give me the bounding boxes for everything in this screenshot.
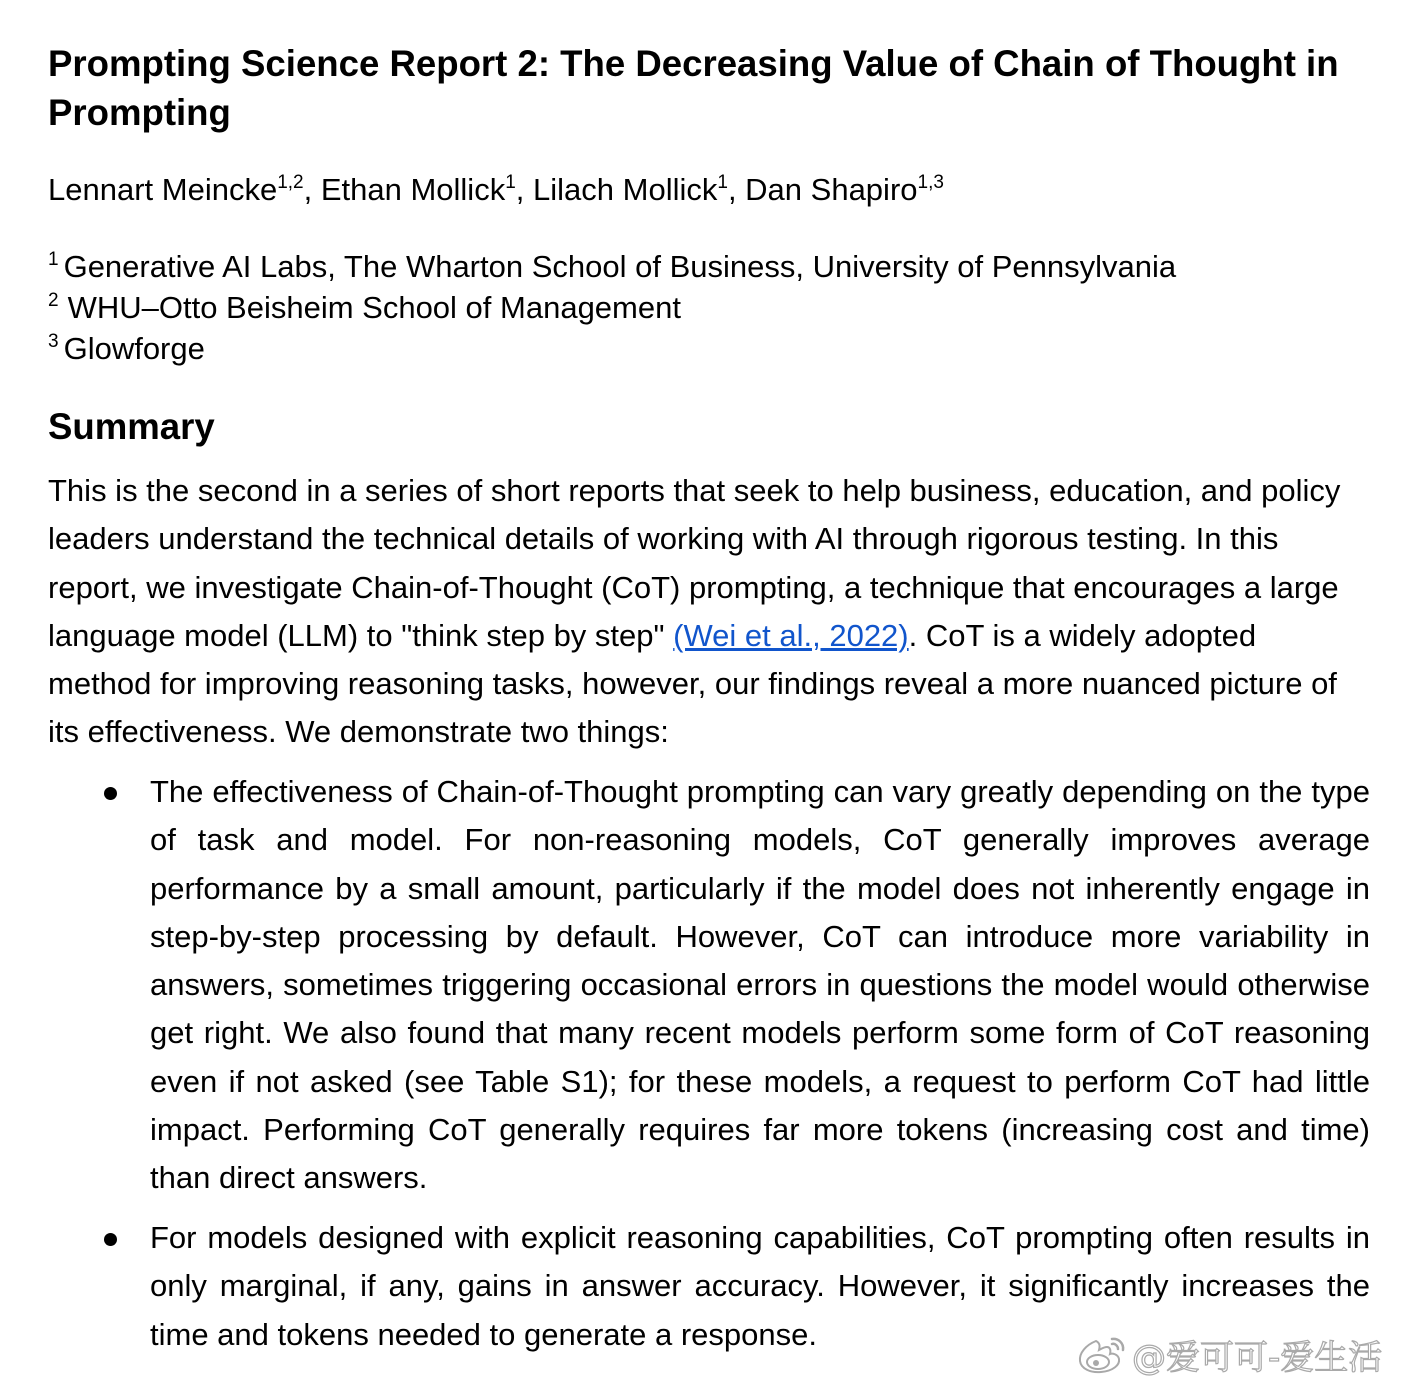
- bullet-line-text: The effectiveness of Chain-of-Thought prompting can vary greatly depending on the type: [150, 774, 1370, 809]
- bullet-line-text: For models designed with explicit reasoning capabilities, CoT prompting often results in: [150, 1220, 1370, 1255]
- paragraph-text: language model (LLM) to "think step by step": [48, 617, 674, 653]
- author-affiliation-mark: 1: [717, 172, 728, 193]
- bullet-line: [150, 1154, 1370, 1202]
- bullet-line-text: even if not asked (see Table S1); for these models, a request to perform CoT had little: [150, 1063, 1370, 1099]
- affiliation-number: 1: [48, 249, 59, 270]
- bullet-line-text: step-by-step processing by default. However, CoT can introduce more variability in: [150, 918, 1370, 954]
- bullet-marker: [104, 1233, 117, 1246]
- page-title: Prompting Science Report 2: The Decreasing Value of Chain of Thought in Prompting: [48, 43, 1339, 133]
- watermark-text: @爱可可-爱生活: [1132, 1337, 1383, 1378]
- watermark: [1076, 1330, 1416, 1378]
- author-name: Ethan Mollick: [320, 172, 506, 207]
- bullet-line: [150, 961, 1370, 1009]
- author-separator: ,: [515, 172, 534, 207]
- affiliation-text: WHU–Otto Beisheim School of Management: [67, 290, 681, 325]
- bullet-line-text: performance by a small amount, particularly if the model does not inherently engage in: [150, 870, 1370, 906]
- bullet-line: [150, 1009, 1370, 1057]
- paragraph-line: method for improving reasoning tasks, however, our findings reveal a more nuanced picture of: [48, 666, 1337, 702]
- bullet-line: [150, 1106, 1370, 1154]
- affiliation-item: [48, 246, 1176, 287]
- author-list: [48, 166, 944, 214]
- bullet-item: [0, 768, 1426, 1203]
- paragraph-line: This is the second in a series of short reports that seek to help business, education, and policy: [48, 473, 1341, 508]
- bullet-line: [150, 768, 1370, 816]
- summary-paragraph: [48, 467, 1340, 757]
- affiliation-text: Glowforge: [63, 331, 205, 366]
- affiliation-number: 2: [48, 290, 59, 311]
- bullet-line-text: only marginal, if any, gains in answer accuracy. However, it significantly increases the: [150, 1268, 1370, 1304]
- bullet-line-text: answers, sometimes triggering occasional errors in questions the model would otherwise: [150, 967, 1370, 1003]
- bullet-line-text: impact. Performing CoT generally requires far more tokens (increasing cost and time): [150, 1112, 1370, 1148]
- bullet-line: [150, 1262, 1370, 1310]
- author-name: Lilach Mollick: [533, 172, 718, 207]
- section-heading-summary: Summary: [48, 406, 215, 447]
- author-separator: ,: [727, 172, 746, 207]
- paragraph-line: report, we investigate Chain-of-Thought (CoT) prompting, a technique that encourages a large: [48, 569, 1339, 605]
- author-name: Lennart Meincke: [48, 172, 278, 207]
- author-separator: ,: [303, 172, 321, 207]
- paragraph-line: [48, 612, 1340, 660]
- author-affiliation-mark: 1,3: [917, 172, 944, 193]
- bullet-line: [150, 1058, 1370, 1106]
- bullet-line: [150, 865, 1370, 913]
- affiliation-list: [48, 246, 1176, 369]
- bullet-line: [150, 816, 1370, 864]
- author-affiliation-mark: 1,2: [277, 172, 304, 193]
- bullet-line: [150, 913, 1370, 961]
- affiliation-item: [48, 328, 1176, 369]
- affiliation-number: 3: [48, 331, 59, 352]
- bullet-line-text: of task and model. For non-reasoning models, CoT generally improves average: [150, 822, 1370, 858]
- bullet-line-text: than direct answers.: [150, 1160, 428, 1196]
- bullet-line-text: get right. We also found that many recent models perform some form of CoT reasoning: [150, 1015, 1370, 1051]
- bullet-line-text: time and tokens needed to generate a response.: [150, 1316, 817, 1352]
- author-affiliation-mark: 1: [505, 172, 516, 193]
- paragraph-line: leaders understand the technical details of working with AI through rigorous testing. In this: [48, 521, 1279, 557]
- paragraph-line: its effectiveness. We demonstrate two things:: [48, 714, 669, 750]
- affiliation-text: Generative AI Labs, The Wharton School of Business, University of Pennsylvania: [63, 249, 1177, 284]
- bullet-marker: [104, 787, 117, 800]
- author-name: Dan Shapiro: [745, 172, 918, 207]
- bullet-line: [150, 1214, 1370, 1262]
- weibo-logo-icon: [1076, 1333, 1128, 1375]
- citation-link[interactable]: (Wei et al., 2022): [673, 617, 909, 653]
- affiliation-item: [48, 287, 1176, 328]
- paragraph-text: . CoT is a widely adopted: [908, 617, 1257, 653]
